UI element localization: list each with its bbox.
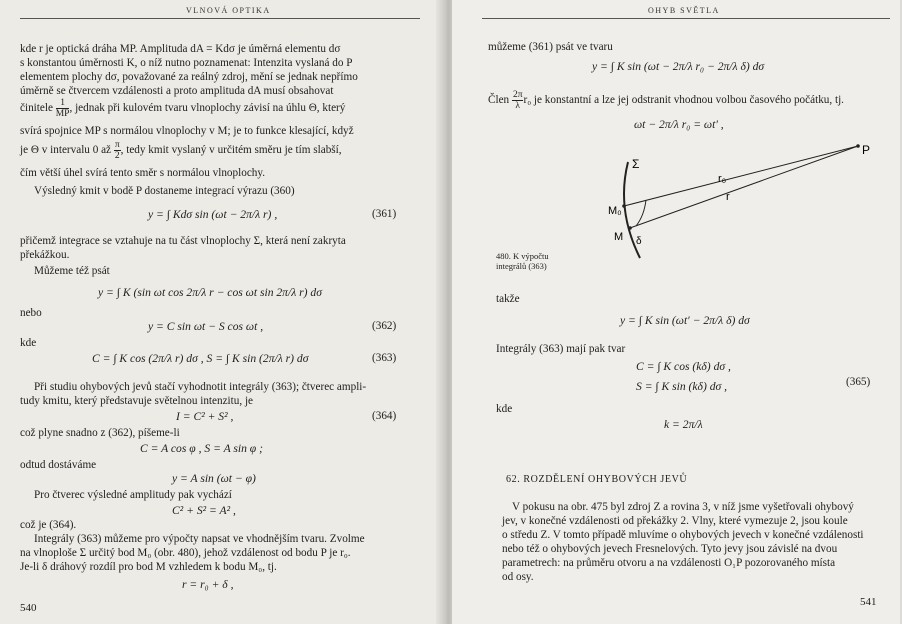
text-line: nebo xyxy=(20,307,42,319)
label-delta: δ xyxy=(636,236,642,247)
text-line: tudy kmitu, který představuje světelnou intenzitu, je xyxy=(20,395,254,407)
equation-expanded: y = ∫ K (sin ωt cos 2π/λ r − cos ωt sin 2π/λ r) dσ xyxy=(98,286,322,299)
fraction xyxy=(114,140,121,161)
text-line: Výsledný kmit v bodě P dostaneme integrací výrazu (360) xyxy=(34,185,295,197)
text-fragment: činitele xyxy=(20,102,53,115)
equation-number: (365) xyxy=(846,376,871,388)
fraction xyxy=(56,98,70,119)
equation-k: k = 2π/λ xyxy=(664,418,703,431)
equation-a2: C² + S² = A² , xyxy=(172,504,236,517)
right-page xyxy=(452,0,900,624)
text-line: Integrály (363) můžeme pro výpočty napsat ve vhodnějším tvaru. Zvolme xyxy=(34,533,365,545)
equation-number: (361) xyxy=(372,208,397,220)
text-line: což je (364). xyxy=(20,519,77,531)
text-fragment: Člen xyxy=(488,94,510,107)
text-fragment: , tedy kmit vyslaný v určitém směru je tím slabší, xyxy=(120,144,342,157)
running-header-left: VLNOVÁ OPTIKA xyxy=(186,6,271,15)
text-line: odtud dostáváme xyxy=(20,459,97,471)
paragraph-line: od osy. xyxy=(502,571,534,583)
arc-delta xyxy=(636,200,646,226)
equation-cs: C = A cos φ , S = A sin φ ; xyxy=(140,442,263,455)
text-fragment: je Θ v intervalu 0 až xyxy=(20,144,112,157)
paragraph-line: jev, v konečné vzdálenosti od překážky 2. Vlny, které vymezuje 2, jsou koule xyxy=(502,515,848,527)
label-m0: M₀ xyxy=(608,205,622,217)
figure-caption-line: 480. K výpočtu xyxy=(496,251,549,261)
point-p xyxy=(856,144,860,148)
left-page xyxy=(0,0,444,624)
text-line: s konstantou úměrnosti K, o níž nutno poznamenat: Intenzita vyslaná do P xyxy=(20,57,353,69)
page-number-left: 540 xyxy=(20,602,37,614)
text-line: překážkou. xyxy=(20,249,70,261)
paragraph-line: o středu Z. V tomto případě mluvíme o ohybových jevech v konečné vzdálenosti xyxy=(502,529,864,541)
label-sigma: Σ xyxy=(632,157,640,171)
text-line: kde xyxy=(20,337,37,349)
fraction-numerator: 1 xyxy=(56,98,70,109)
equation-integral: y = ∫ K sin (ωt − 2π/λ r₀ − 2π/λ δ) dσ xyxy=(592,60,765,73)
fraction-denominator: 2 xyxy=(114,151,120,161)
text-line: přičemž integrace se vztahuje na tu část vlnoplochy Σ, která není zakryta xyxy=(20,235,346,247)
header-rule-right xyxy=(482,18,890,19)
label-r0: r₀ xyxy=(718,173,727,185)
text-line: Můžeme též psát xyxy=(34,265,110,277)
fraction-denominator: λ xyxy=(515,101,521,111)
fraction-denominator: MP xyxy=(55,109,70,119)
page-number-right: 541 xyxy=(860,596,877,608)
running-header-right: OHYB SVĚTLA xyxy=(648,6,720,15)
equation-362: y = C sin ωt − S cos ωt , xyxy=(148,320,264,333)
fraction-numerator: 2π xyxy=(512,90,523,100)
point-m xyxy=(628,226,632,230)
text-line: elementem plochy dσ, považované za reálný zdroj, mění se jednak nepřímo xyxy=(20,71,358,83)
text-fragment: , jednak při kulovém tvaru vlnoplochy závisí na úhlu Θ, který xyxy=(69,102,346,115)
label-r: r xyxy=(726,191,730,203)
paragraph-line: parametrech: na průměru otvoru a na vzdálenosti O₁P pozorovaného místa xyxy=(502,557,836,569)
label-m: M xyxy=(614,231,624,243)
text-fragment: r₀ je konstantní a lze jej odstranit vhodnou volbou časového počátku, tj. xyxy=(523,94,844,107)
equation-number: (363) xyxy=(372,352,397,364)
equation-361: y = ∫ Kdσ sin (ωt − 2π/λ r) , xyxy=(148,208,278,221)
text-line: čím větší úhel svírá tento směr s normálou vlnoplochy. xyxy=(20,167,266,179)
text-line: Pro čtverec výsledné amplitudy pak vychází xyxy=(34,489,232,501)
paragraph-line: nebo též o ohybových jevech Fresnelových. Tyto jevy jsou závislé na dvou xyxy=(502,543,838,555)
equation-integral: y = ∫ K sin (ωt′ − 2π/λ δ) dσ xyxy=(620,314,750,327)
text-line: můžeme (361) psát ve tvaru xyxy=(488,41,613,53)
text-line: svírá spojnice MP s normálou vlnoplochy v M; je to funkce klesající, když xyxy=(20,125,354,137)
fraction xyxy=(512,90,524,111)
equation-c: C = ∫ K cos (kδ) dσ , xyxy=(636,360,731,373)
equation-number: (364) xyxy=(372,410,397,422)
equation-y: y = A sin (ωt − φ) xyxy=(172,472,256,485)
text-line: Při studiu ohybových jevů stačí vyhodnotit integrály (363); čtverec ampli- xyxy=(34,381,367,393)
text-line: Integrály (363) mají pak tvar xyxy=(496,343,626,355)
figure-480 xyxy=(608,140,902,262)
line-r0 xyxy=(624,146,858,206)
text-line: úměrně se čtvercem vzdálenosti a proto amplituda dA musí obsahovat xyxy=(20,85,334,97)
header-rule-left xyxy=(20,18,420,19)
section-heading: 62. ROZDĚLENÍ OHYBOVÝCH JEVŮ xyxy=(506,474,688,485)
equation-363: C = ∫ K cos (2π/λ r) dσ , S = ∫ K sin (2π/λ r) dσ xyxy=(92,352,309,365)
text-line-fraction xyxy=(20,140,342,161)
text-line: kde xyxy=(496,403,513,415)
label-p: P xyxy=(862,143,871,157)
fraction-numerator: π xyxy=(114,140,120,150)
text-line-fraction xyxy=(488,90,844,111)
equation-number: (362) xyxy=(372,320,397,332)
equation-r: r = r₀ + δ , xyxy=(182,578,234,591)
equation-s: S = ∫ K sin (kδ) dσ , xyxy=(636,380,728,393)
text-line-fraction xyxy=(20,98,345,119)
text-line: Je-li δ dráhový rozdíl pro bod M vzhledem k bodu M₀, tj. xyxy=(20,561,277,573)
text-line: takže xyxy=(496,293,520,305)
line-r xyxy=(630,146,858,228)
figure-caption-line: integrálů (363) xyxy=(496,260,547,271)
paragraph-line: V pokusu na obr. 475 byl zdroj Z a rovina 3, v níž jsme vyšetřovali ohybový xyxy=(512,501,854,513)
text-line: na vlnoploše Σ určitý bod M₀ (obr. 480), jehož vzdálenost od bodu P je r₀. xyxy=(20,547,351,559)
text-line: kde r je optická dráha MP. Amplituda dA = Kdσ je úměrná elementu dσ xyxy=(20,43,341,55)
point-m0 xyxy=(622,204,626,208)
text-line: což plyne snadno z (362), píšeme-li xyxy=(20,427,180,439)
equation-364: I = C² + S² , xyxy=(176,410,234,423)
figure-caption xyxy=(496,252,549,271)
equation-time: ωt − 2π/λ r₀ = ωt′ , xyxy=(634,118,724,131)
